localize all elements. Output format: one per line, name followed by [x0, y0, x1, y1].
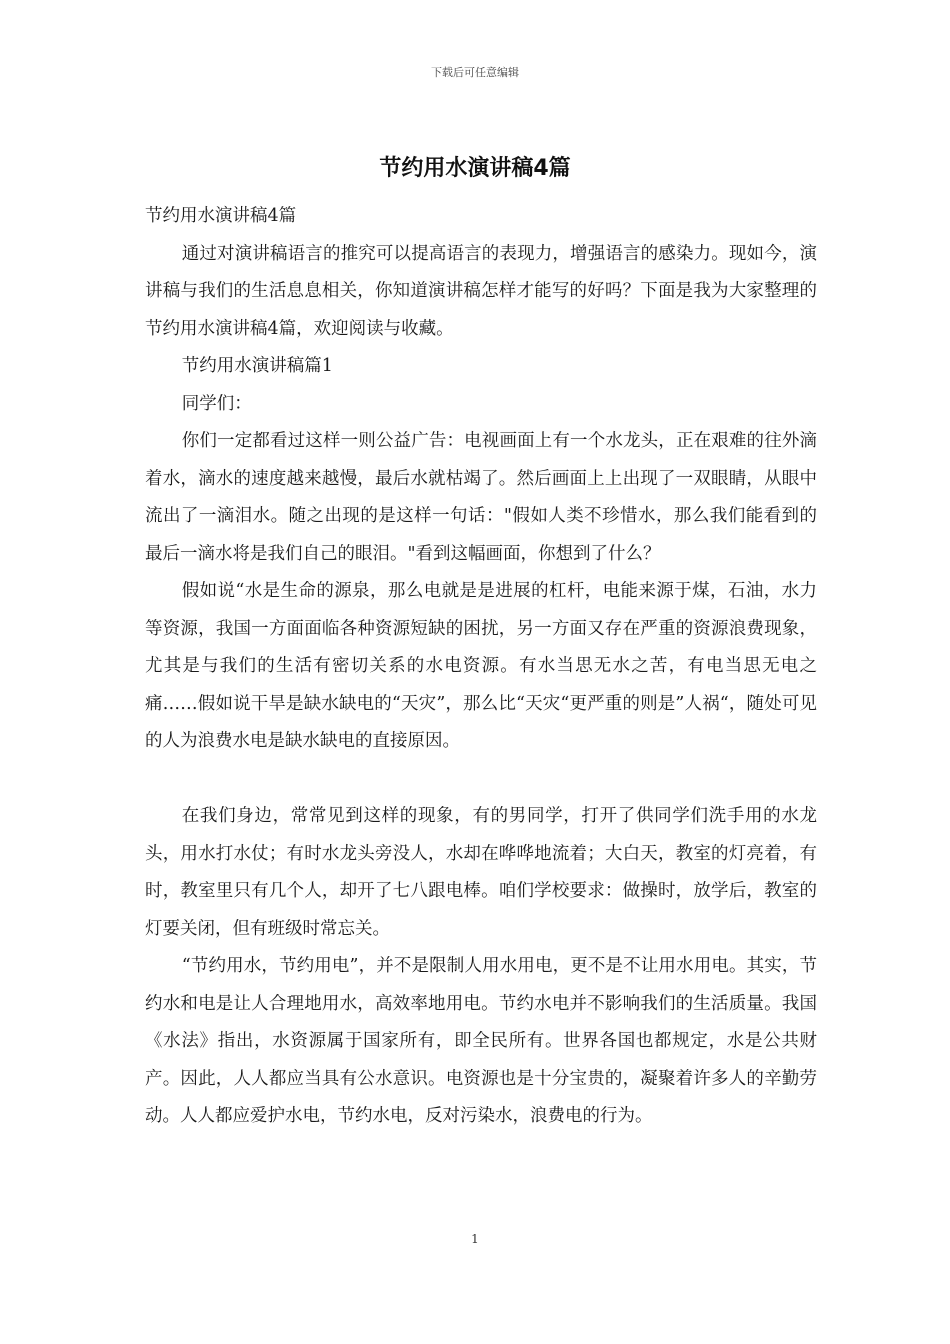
intro-paragraph: 通过对演讲稿语言的推究可以提高语言的表现力，增强语言的感染力。现如今，演讲稿与我们的生活息息相关，你知道演讲稿怎样才能写的好吗？下面是我为大家整理的节约用水演讲稿4篇，欢迎阅读与收藏。: [145, 243, 817, 339]
page-number: 1: [471, 1232, 479, 1246]
document-title: 节约用水演讲稿4篇: [379, 156, 571, 181]
document-subtitle: 节约用水演讲稿4篇: [145, 206, 297, 226]
section-heading: 节约用水演讲稿篇1: [181, 356, 333, 376]
document-body: [145, 198, 817, 1136]
body-paragraph: 你们一定都看过这样一则公益广告：电视画面上有一个水龙头，正在艰难的往外滴着水，滴水的速度越来越慢，最后水就枯竭了。然后画面上上出现了一双眼睛，从眼中流出了一滴泪水。随之出现的是这样一句话："假如人类不珍惜水，那么我们能看到的最后一滴水将是我们自己的眼泪。"看到这幅画面，你想到了什么？: [145, 431, 817, 564]
page-header-note: 下载后可任意编辑: [431, 66, 519, 79]
body-paragraph: “节约用水，节约用电”，并不是限制人用水用电，更不是不让用水用电。其实，节约水和电是让人合理地用水，高效率地用电。节约水电并不影响我们的生活质量。我国《水法》指出，水资源属于国家所有，即全民所有。世界各国也都规定，水是公共财产。因此，人人都应当具有公水意识。电资源也是十分宝贵的，凝聚着许多人的辛勤劳动。人人都应爱护水电，节约水电，反对污染水，浪费电的行为。: [145, 956, 817, 1126]
body-paragraph: 在我们身边，常常见到这样的现象，有的男同学，打开了供同学们洗手用的水龙头，用水打水仗；有时水龙头旁没人，水却在哗哗地流着；大白天，教室的灯亮着，有时，教室里只有几个人，却开了七八跟电棒。咱们学校要求：做操时，放学后，教室的灯要关闭，但有班级时常忘关。: [145, 806, 817, 939]
body-paragraph: 假如说“水是生命的源泉，那么电就是是进展的杠杆，电能来源于煤，石油，水力等资源，我国一方面面临各种资源短缺的困扰，另一方面又存在严重的资源浪费现象，尤其是与我们的生活有密切关系的水电资源。有水当思无水之苦，有电当思无电之痛……假如说干旱是缺水缺电的“天灾”，那么比“天灾“更严重的则是”人祸“，随处可见的人为浪费水电是缺水缺电的直接原因。: [145, 581, 817, 751]
salutation: 同学们：: [181, 393, 252, 414]
paragraph-gap: [145, 761, 817, 799]
